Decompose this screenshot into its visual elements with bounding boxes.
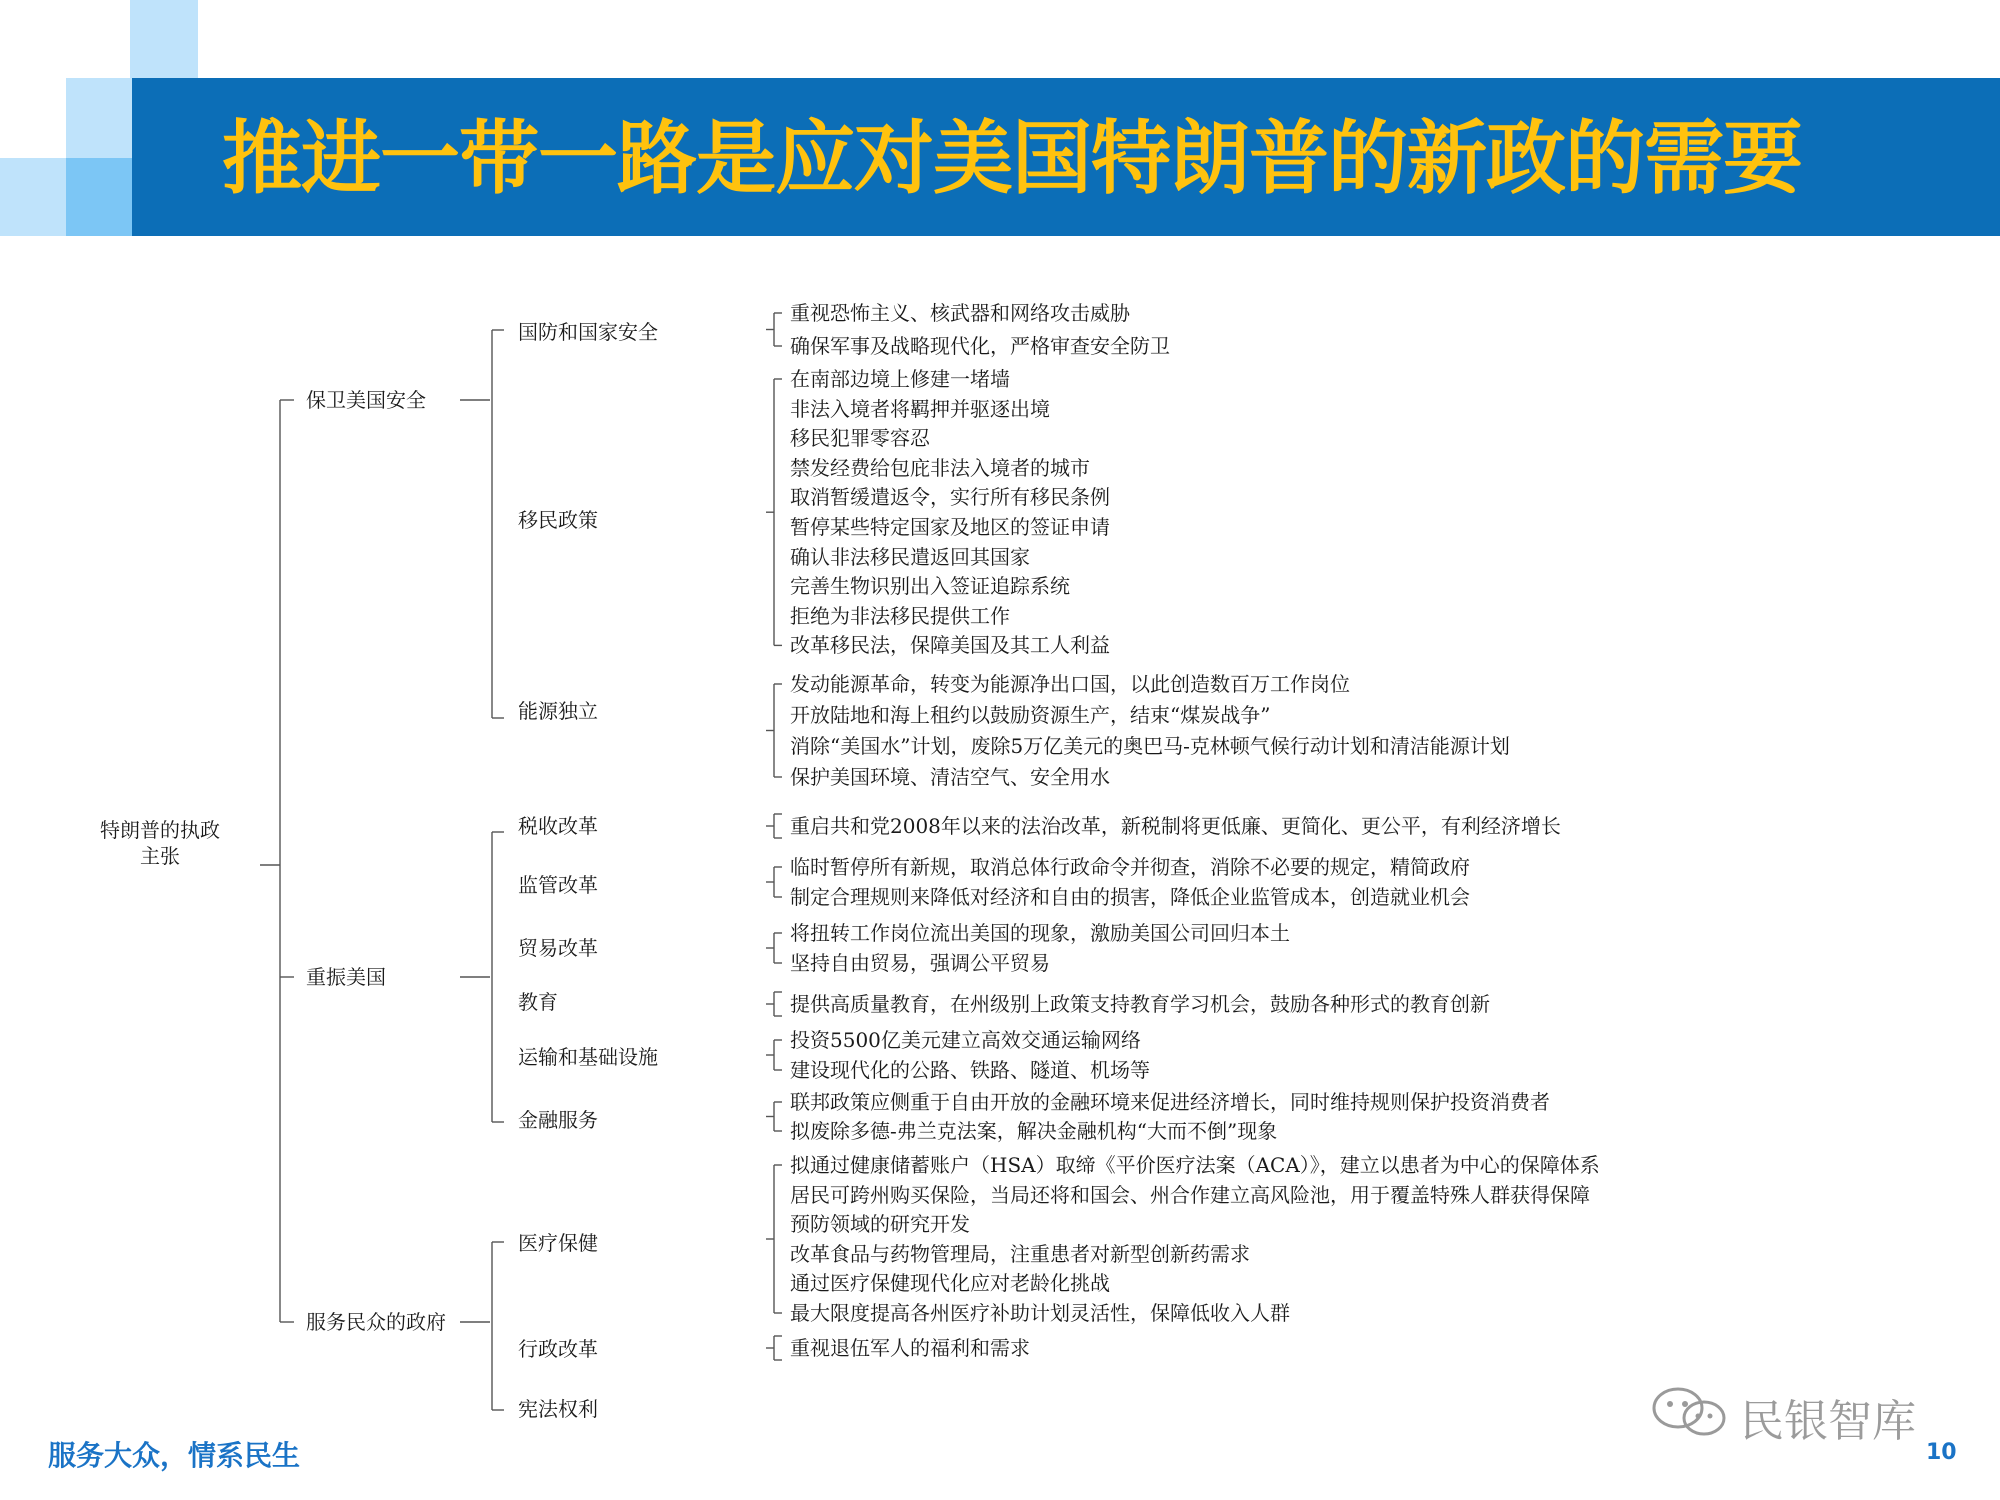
leaf-item: 建设现代化的公路、铁路、隧道、机场等 <box>790 1058 1150 1082</box>
page-title: 推进一带一路是应对美国特朗普的新政的需要 <box>222 112 1802 205</box>
topic-node: 移民政策 <box>518 508 598 532</box>
footer-slogan: 服务大众，情系民生 <box>48 1439 301 1472</box>
leaf-item: 完善生物识别出入签证追踪系统 <box>790 574 1070 599</box>
leaf-item: 联邦政策应侧重于自由开放的金融环境来促进经济增长，同时维持规则保护投资消费者 <box>790 1090 1550 1114</box>
leaf-item: 发动能源革命，转变为能源净出口国，以此创造数百万工作岗位 <box>790 672 1350 696</box>
leaf-item: 通过医疗保健现代化应对老龄化挑战 <box>790 1271 1110 1296</box>
leaf-item: 拟废除多德-弗兰克法案，解决金融机构“大而不倒”现象 <box>790 1119 1278 1143</box>
leaf-item: 提供高质量教育，在州级别上政策支持教育学习机会，鼓励各种形式的教育创新 <box>790 992 1490 1016</box>
topic-node: 行政改革 <box>518 1337 598 1361</box>
leaf-item: 改革食品与药物管理局，注重患者对新型创新药需求 <box>790 1241 1250 1266</box>
topic-node: 监管改革 <box>518 873 598 897</box>
leaf-item: 重视恐怖主义、核武器和网络攻击威胁 <box>790 301 1130 325</box>
topic-node: 能源独立 <box>518 699 598 723</box>
watermark-text: 民银智库 <box>1740 1396 1916 1447</box>
leaf-item: 改革移民法，保障美国及其工人利益 <box>790 633 1110 658</box>
leaf-item: 重视退伍军人的福利和需求 <box>790 1336 1030 1360</box>
leaf-item: 将扭转工作岗位流出美国的现象，激励美国公司回归本土 <box>790 921 1290 945</box>
group-node: 保卫美国安全 <box>306 388 426 412</box>
root-node: 特朗普的执政 主张 <box>100 818 220 868</box>
leaf-item: 暂停某些特定国家及地区的签证申请 <box>790 515 1110 539</box>
page-number: 10 <box>1926 1440 1957 1465</box>
leaf-item: 拟通过健康储蓄账户（HSA）取缔《平价医疗法案（ACA）》，建立以患者为中心的保障体系 <box>790 1153 1600 1177</box>
leaf-item: 确保军事及战略现代化，严格审查安全防卫 <box>790 334 1170 358</box>
topic-node: 教育 <box>518 990 558 1014</box>
leaf-item: 确认非法移民遣返回其国家 <box>790 544 1030 569</box>
topic-node: 金融服务 <box>518 1108 598 1132</box>
leaf-item: 坚持自由贸易，强调公平贸易 <box>790 951 1050 975</box>
leaf-item: 制定合理规则来降低对经济和自由的损害，降低企业监管成本，创造就业机会 <box>790 885 1470 909</box>
leaf-item: 消除“美国水”计划，废除5万亿美元的奥巴马-克林顿气候行动计划和清洁能源计划 <box>790 734 1510 758</box>
topic-node: 运输和基础设施 <box>518 1045 658 1069</box>
topic-node: 贸易改革 <box>518 936 598 960</box>
leaf-item: 拒绝为非法移民提供工作 <box>790 603 1010 628</box>
leaf-item: 临时暂停所有新规，取消总体行政命令并彻查，消除不必要的规定，精简政府 <box>790 855 1470 879</box>
topic-node: 税收改革 <box>518 814 598 838</box>
topic-node: 国防和国家安全 <box>518 320 658 344</box>
group-node: 服务民众的政府 <box>306 1310 446 1334</box>
leaf-item: 在南部边境上修建一堵墙 <box>790 367 1010 391</box>
leaf-item: 取消暂缓遣返令，实行所有移民条例 <box>790 485 1110 510</box>
leaf-item: 预防领域的研究开发 <box>790 1212 970 1237</box>
leaf-item: 禁发经费给包庇非法入境者的城市 <box>790 455 1090 480</box>
group-node: 重振美国 <box>306 965 386 989</box>
topic-node: 医疗保健 <box>518 1231 598 1255</box>
leaf-item: 投资5500亿美元建立高效交通运输网络 <box>790 1028 1141 1052</box>
leaf-item: 开放陆地和海上租约以鼓励资源生产，结束“煤炭战争” <box>790 703 1271 727</box>
leaf-item: 重启共和党2008年以来的法治改革，新税制将更低廉、更简化、更公平，有利经济增长 <box>790 814 1561 838</box>
topic-node: 宪法权利 <box>518 1397 598 1421</box>
leaf-item: 最大限度提高各州医疗补助计划灵活性，保障低收入人群 <box>790 1301 1290 1325</box>
leaf-item: 非法入境者将羁押并驱逐出境 <box>790 396 1050 421</box>
leaf-item: 居民可跨州购买保险，当局还将和国会、州合作建立高风险池，用于覆盖特殊人群获得保障 <box>790 1182 1590 1207</box>
leaf-item: 保护美国环境、清洁空气、安全用水 <box>790 765 1110 789</box>
leaf-item: 移民犯罪零容忍 <box>790 426 930 451</box>
